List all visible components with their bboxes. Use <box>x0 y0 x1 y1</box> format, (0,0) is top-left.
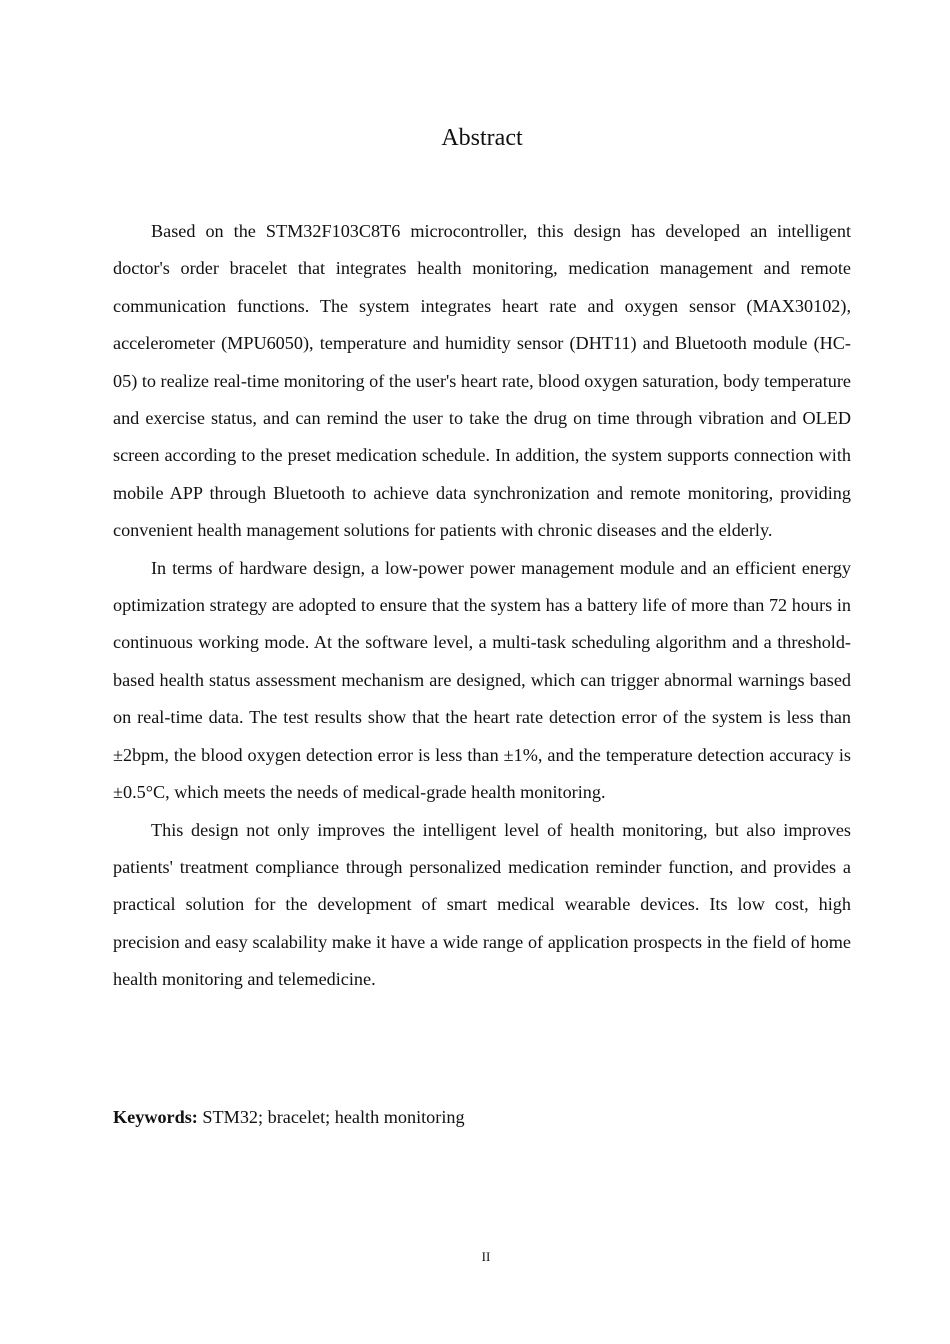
keywords-label: Keywords: <box>113 1107 198 1127</box>
abstract-paragraph-1: Based on the STM32F103C8T6 microcontroller, this design has developed an intelligent doctor's order bracelet that integrates health monitoring, medication management and remote communication functions. The system integrates heart rate and oxygen sensor (MAX30102), accelerometer (MPU6050), temperature and humidity sensor (DHT11) and Bluetooth module (HC-05) to realize real-time monitoring of the user's heart rate, blood oxygen saturation, body temperature and exercise status, and can remind the user to take the drug on time through vibration and OLED screen according to the preset medication schedule. In addition, the system supports connection with mobile APP through Bluetooth to achieve data synchronization and remote monitoring, providing convenient health management solutions for patients with chronic diseases and the elderly. <box>113 221 851 541</box>
abstract-paragraph-3: This design not only improves the intelligent level of health monitoring, but also improves patients' treatment compliance through personalized medication reminder function, and provides a practical solution for the development of smart medical wearable devices. Its low cost, high precision and easy scalability make it have a wide range of application prospects in the field of home health monitoring and telemedicine. <box>113 819 851 990</box>
page-number: II <box>481 1249 491 1264</box>
abstract-paragraph-2: In terms of hardware design, a low-power power management module and an efficient energy optimization strategy are adopted to ensure that the system has a battery life of more than 72 hours in continuous working mode. At the software level, a multi-task scheduling algorithm and a threshold-based health status assessment mechanism are designed, which can trigger abnormal warnings based on real-time data. The test results show that the heart rate detection error of the system is less than ±2bpm, the blood oxygen detection error is less than ±1%, and the temperature detection accuracy is ±0.5°C, which meets the needs of medical-grade health monitoring. <box>113 557 851 803</box>
keywords-value: STM32; bracelet; health monitoring <box>202 1107 465 1127</box>
abstract-title: Abstract <box>441 125 523 151</box>
keywords-line <box>113 1103 851 1131</box>
abstract-body <box>113 213 851 999</box>
